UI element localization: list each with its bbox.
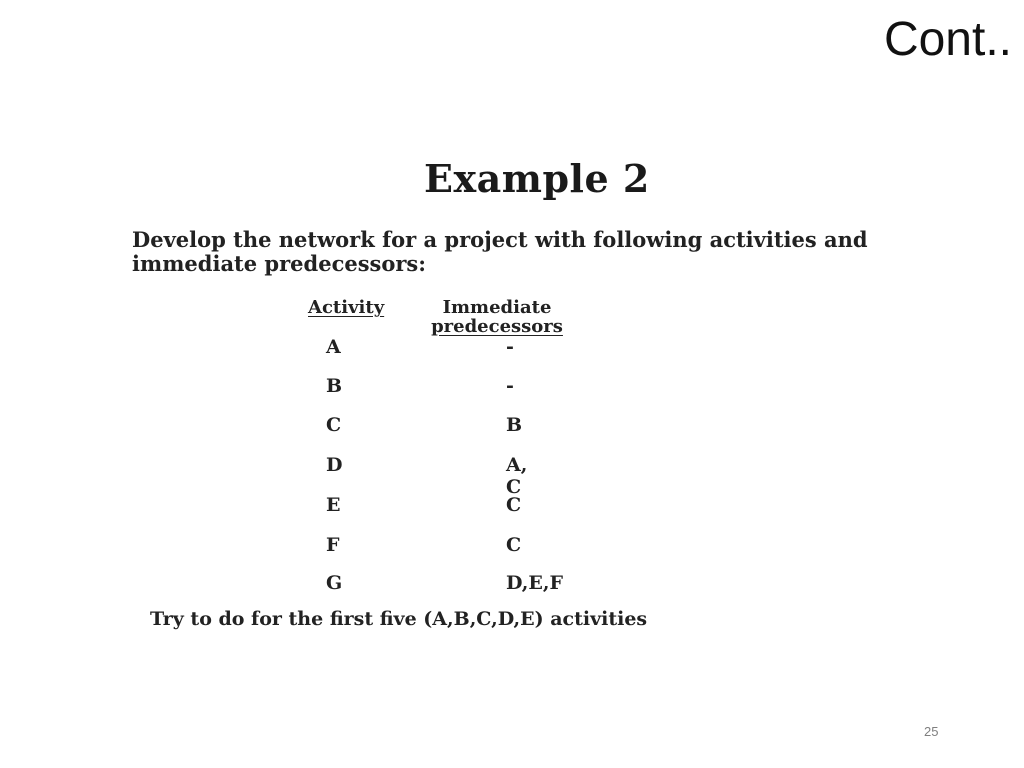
activity-cell: G [326, 572, 343, 594]
page-number: 25 [924, 724, 939, 739]
predecessor-cell: C [506, 494, 522, 516]
activity-cell: E [326, 494, 341, 516]
predecessors-column-header [424, 298, 570, 336]
problem-statement: Develop the network for a project with following activities and immediate predecessors: [132, 227, 868, 276]
predecessor-cell: - [506, 336, 514, 358]
activity-cell: A [326, 336, 341, 358]
predecessors-header-line1: Immediate [442, 297, 552, 318]
activity-column-header: Activity [308, 297, 385, 318]
predecessor-cell: - [506, 375, 514, 397]
predecessor-cell: A, C [506, 454, 528, 498]
predecessor-cell: B [506, 414, 523, 436]
example-heading: Example 2 [424, 156, 650, 201]
instruction-note: Try to do for the first five (A,B,C,D,E) activities [150, 608, 648, 630]
predecessors-header-line2: predecessors [431, 316, 563, 337]
activity-cell: D [326, 454, 343, 476]
slide-title: Cont.. [883, 13, 1012, 66]
activity-cell: F [326, 534, 340, 556]
activity-cell: C [326, 414, 342, 436]
predecessor-cell: C [506, 534, 522, 556]
activity-cell: B [326, 375, 343, 397]
predecessor-cell: D,E,F [506, 572, 563, 594]
